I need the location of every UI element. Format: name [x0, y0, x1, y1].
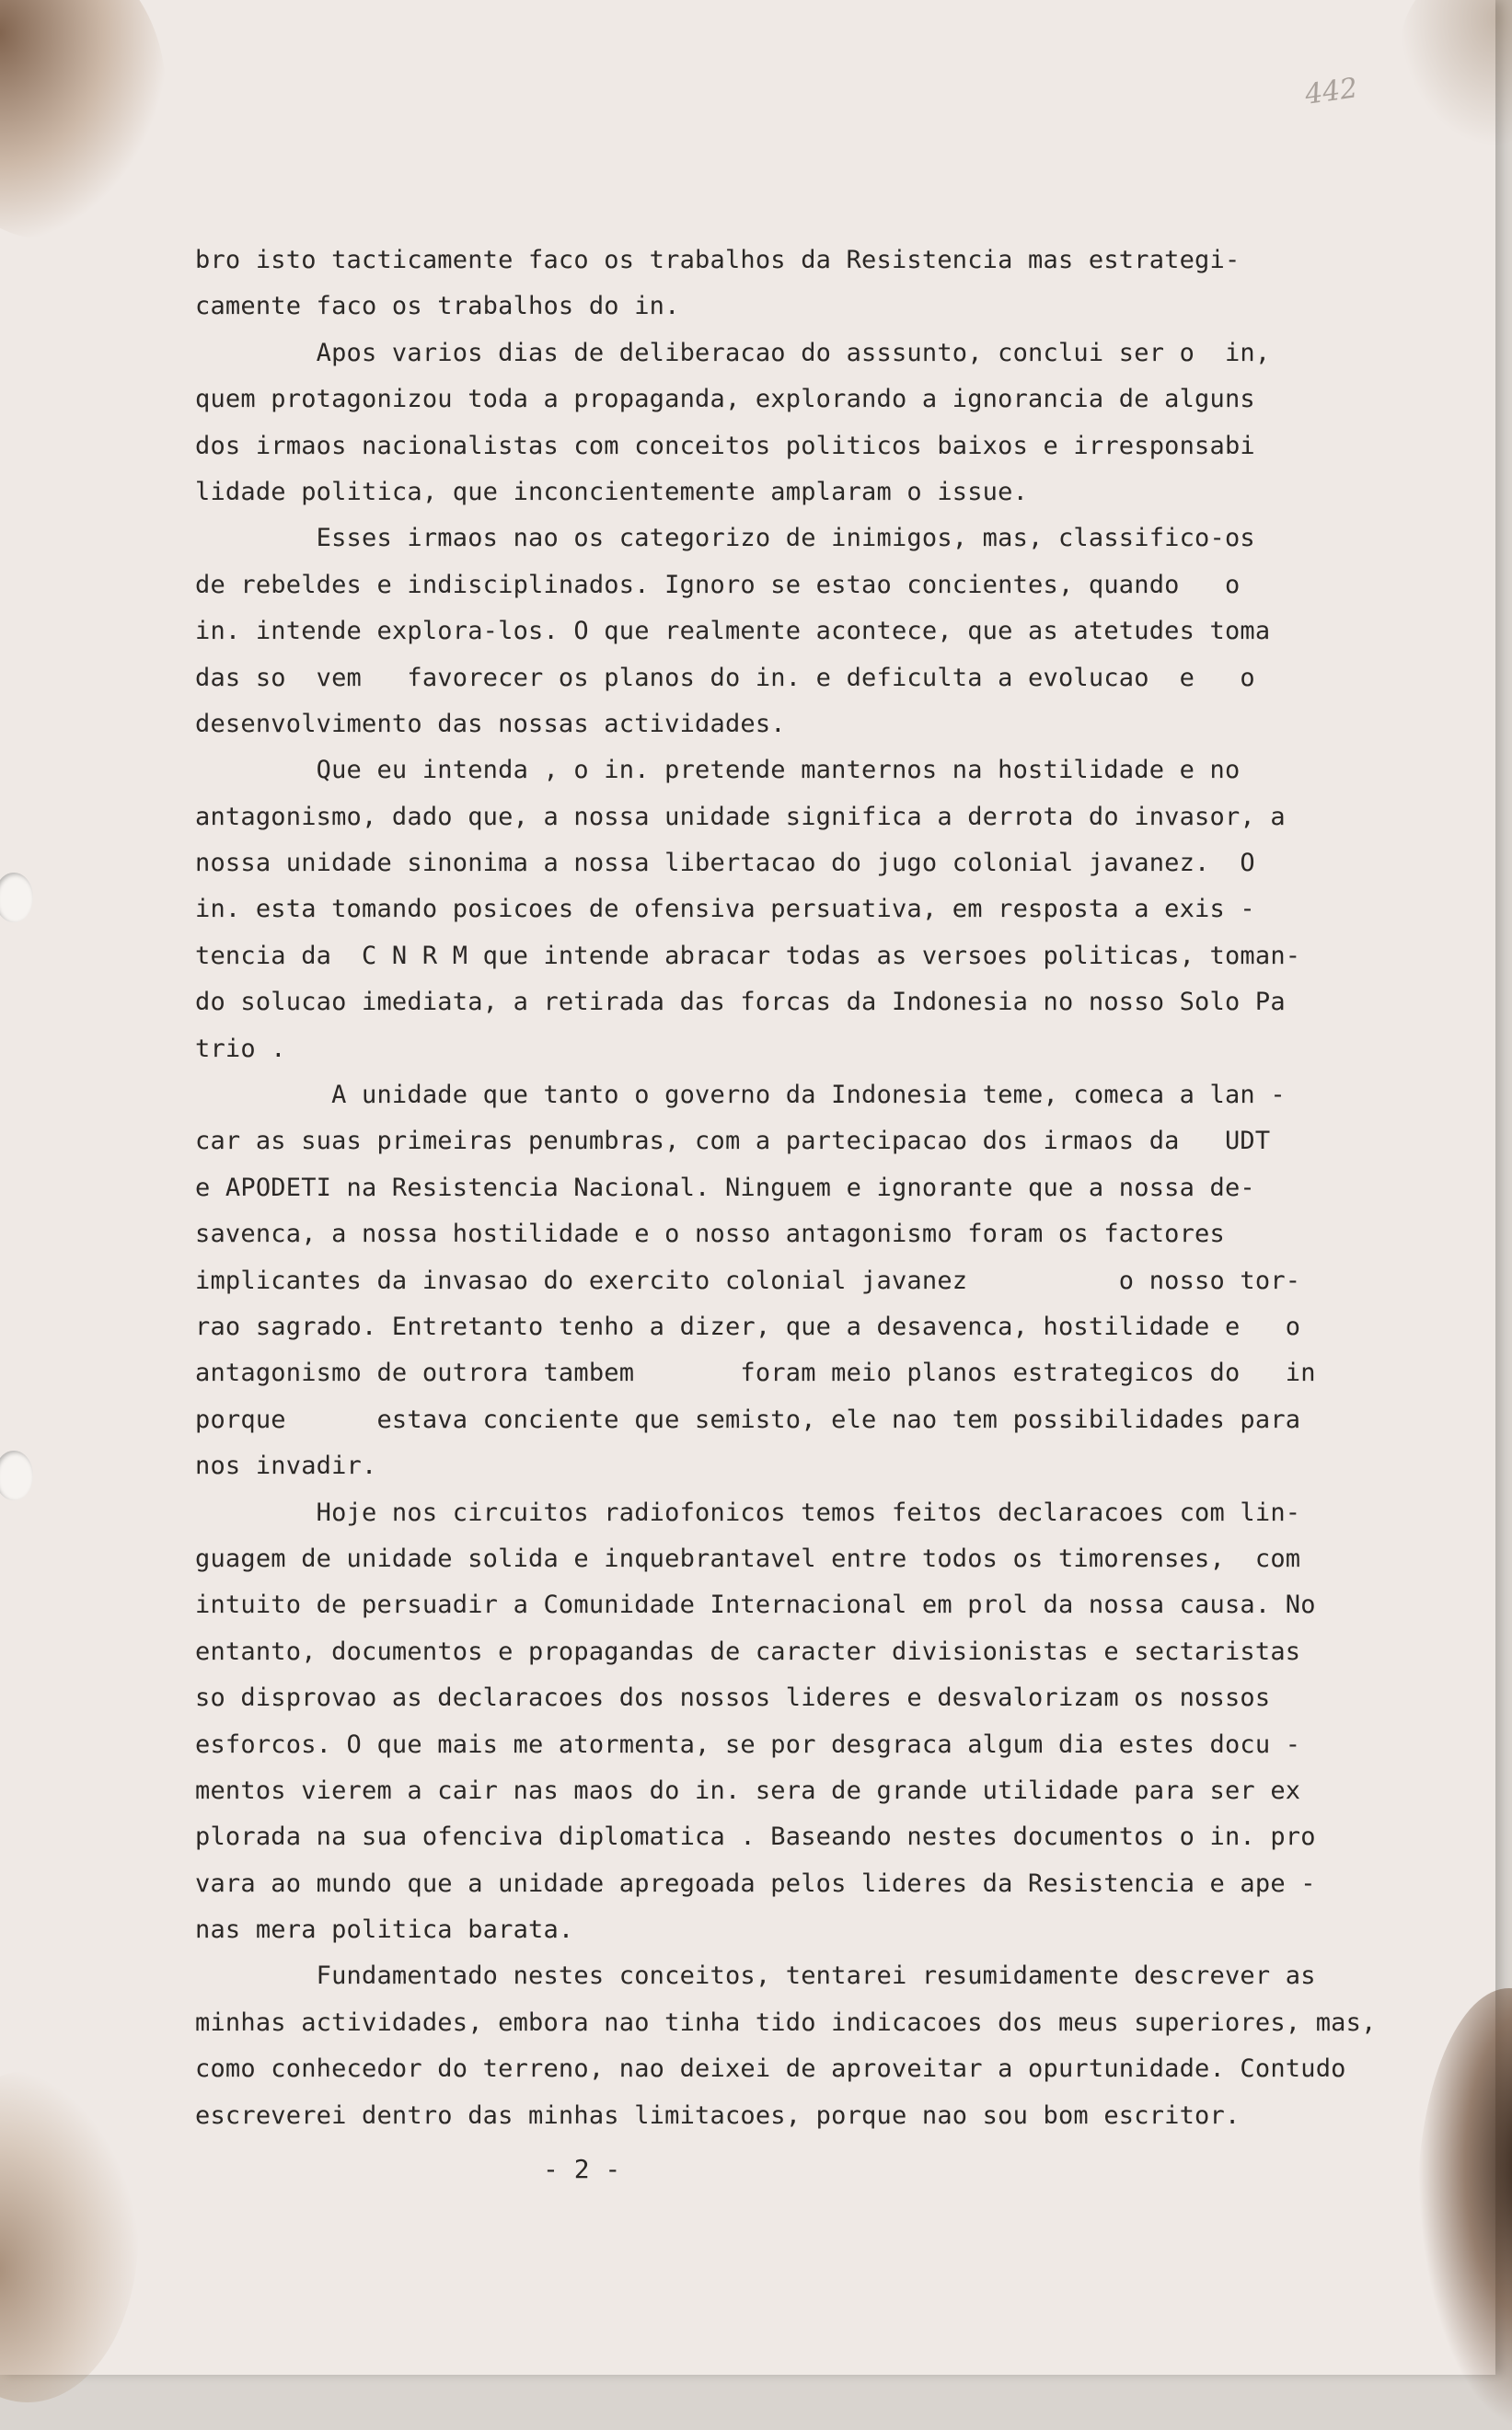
burn-mark-top-left [0, 0, 166, 239]
text-line: dos irmaos nacionalistas com conceitos politicos baixos e irresponsabi [195, 431, 1255, 460]
text-line: e APODETI na Resistencia Nacional. Ninguem e ignorante que a nossa de- [195, 1173, 1255, 1202]
text-line: guagem de unidade solida e inquebrantavel entre todos os timorenses, com [195, 1544, 1301, 1573]
text-line: bro isto tacticamente faco os trabalhos da Resistencia mas estrategi- [195, 246, 1241, 274]
stain-top-right [1399, 0, 1512, 147]
punch-hole [0, 1451, 33, 1500]
text-line: de rebeldes e indisciplinados. Ignoro se estao concientes, quando o [195, 570, 1241, 599]
text-line: camente faco os trabalhos do in. [195, 292, 680, 321]
text-line: implicantes da invasao do exercito colonial javanez o nosso tor- [195, 1266, 1301, 1295]
text-line: do solucao imediata, a retirada das forcas da Indonesia no nosso Solo Pa [195, 988, 1286, 1017]
text-line: antagonismo, dado que, a nossa unidade significa a derrota do invasor, a [195, 802, 1286, 831]
text-line: intuito de persuadir a Comunidade Internacional em prol da nossa causa. No [195, 1591, 1316, 1620]
text-line: quem protagonizou toda a propaganda, explorando a ignorancia de alguns [195, 385, 1255, 414]
text-line: plorada na sua ofenciva diplomatica . Baseando nestes documentos o in. pro [195, 1822, 1316, 1852]
text-line: Esses irmaos nao os categorizo de inimigos, mas, classifico-os [195, 524, 1255, 553]
text-line: tencia da C N R M que intende abracar todas as versoes politicas, toman- [195, 941, 1301, 970]
text-line: das so vem favorecer os planos do in. e deficulta a evolucao e o [195, 663, 1255, 692]
text-line: so disprovao as declaracoes dos nossos lideres e desvalorizam os nossos [195, 1684, 1271, 1713]
text-line: car as suas primeiras penumbras, com a partecipacao dos irmaos da UDT [195, 1127, 1271, 1156]
text-line: desenvolvimento das nossas actividades. [195, 709, 786, 738]
text-line: Fundamentado nestes conceitos, tentarei resumidamente descrever as [195, 1961, 1316, 1991]
typed-body-text [195, 237, 1382, 2139]
text-line: nossa unidade sinonima a nossa libertacao do jugo colonial javanez. O [195, 849, 1255, 878]
text-line: in. esta tomando posicoes de ofensiva persuativa, em resposta a exis - [195, 895, 1255, 924]
text-line: esforcos. O que mais me atormenta, se por desgraca algum dia estes docu - [195, 1730, 1301, 1759]
text-line: trio . [195, 1034, 286, 1063]
text-line: in. intende explora-los. O que realmente acontece, que as atetudes toma [195, 617, 1271, 646]
text-line: como conhecedor do terreno, nao deixei de aproveitar a opurtunidade. Contudo [195, 2054, 1346, 2084]
text-line: A unidade que tanto o governo da Indonesia teme, comeca a lan - [195, 1081, 1286, 1110]
text-line: nos invadir. [195, 1452, 377, 1481]
text-line: minhas actividades, embora nao tinha tido indicacoes dos meus superiores, mas, [195, 2008, 1377, 2037]
text-line: nas mera politica barata. [195, 1915, 574, 1945]
text-line: antagonismo de outrora tambem foram meio planos estrategicos do in [195, 1359, 1316, 1388]
folio-number: 442 [1302, 72, 1360, 111]
page-number: - 2 - [543, 2154, 621, 2184]
text-line: vara ao mundo que a unidade apregoada pelos lideres da Resistencia e ape - [195, 1869, 1316, 1898]
text-line: mentos vierem a cair nas maos do in. sera de grande utilidade para ser ex [195, 1776, 1301, 1805]
text-line: entanto, documentos e propagandas de caracter divisionistas e sectaristas [195, 1637, 1301, 1666]
burn-mark-bottom-left [0, 2071, 138, 2402]
text-line: Que eu intenda , o in. pretende manternos na hostilidade e no [195, 756, 1241, 785]
text-line: rao sagrado. Entretanto tenho a dizer, que a desavenca, hostilidade e o [195, 1312, 1301, 1341]
text-line: lidade politica, que inconcientemente amplaram o issue. [195, 477, 1029, 506]
text-line: Hoje nos circuitos radiofonicos temos feitos declaracoes com lin- [195, 1498, 1301, 1527]
punch-hole [0, 873, 33, 922]
text-line: porque estava conciente que semisto, ele nao tem possibilidades para [195, 1405, 1301, 1434]
text-line: savenca, a nossa hostilidade e o nosso antagonismo foram os factores [195, 1220, 1225, 1249]
text-line: escreverei dentro das minhas limitacoes, porque nao sou bom escritor. [195, 2100, 1241, 2130]
burn-mark-bottom-right [1417, 1988, 1512, 2430]
text-line: Apos varios dias de deliberacao do asssunto, conclui ser o in, [195, 338, 1271, 367]
